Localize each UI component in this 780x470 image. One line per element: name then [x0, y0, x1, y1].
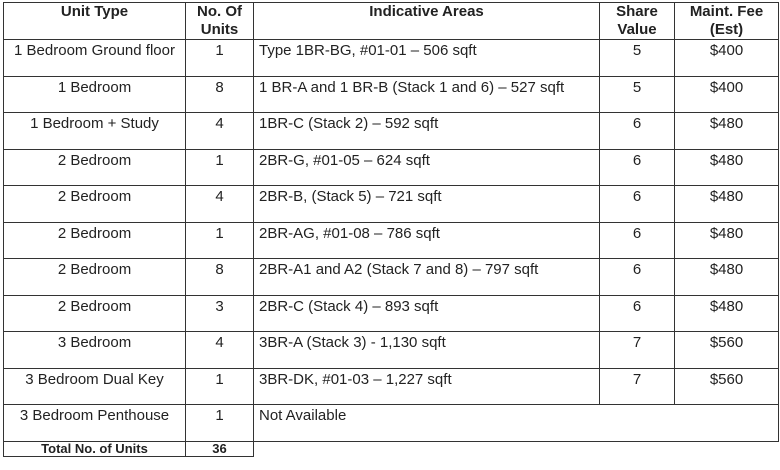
cell-share-value: 6	[600, 295, 675, 332]
table-row	[4, 405, 779, 442]
cell-unit-type: 2 Bedroom	[4, 149, 186, 186]
cell-unit-type: 1 Bedroom + Study	[4, 113, 186, 150]
cell-share-value: 5	[600, 40, 675, 77]
column-header-share-value	[600, 3, 675, 40]
cell-indicative-areas: 2BR-G, #01-05 – 624 sqft	[254, 149, 600, 186]
cell-indicative-areas: 1 BR-A and 1 BR-B (Stack 1 and 6) – 527 sqft	[254, 76, 600, 113]
cell-maint-fee: $400	[675, 40, 779, 77]
column-header-indicative-areas: Indicative Areas	[254, 3, 600, 40]
cell-indicative-areas: Type 1BR-BG, #01-01 – 506 sqft	[254, 40, 600, 77]
cell-indicative-areas: 1BR-C (Stack 2) – 592 sqft	[254, 113, 600, 150]
table-row	[4, 40, 779, 77]
total-row	[4, 441, 779, 456]
cell-share-value: 7	[600, 368, 675, 405]
cell-share-value: 6	[600, 222, 675, 259]
cell-no-of-units: 8	[186, 76, 254, 113]
cell-maint-fee: $480	[675, 259, 779, 296]
header-row	[4, 3, 779, 40]
cell-share-value: 6	[600, 149, 675, 186]
cell-share-value: 6	[600, 186, 675, 223]
units-table	[3, 2, 779, 457]
cell-no-of-units: 3	[186, 295, 254, 332]
cell-maint-fee: $480	[675, 222, 779, 259]
table-row	[4, 222, 779, 259]
table-row	[4, 186, 779, 223]
column-header-label: Share Value	[616, 3, 658, 38]
cell-unit-type: 2 Bedroom	[4, 222, 186, 259]
cell-unit-type: 3 Bedroom Penthouse	[4, 405, 186, 442]
table-row	[4, 113, 779, 150]
table-row	[4, 368, 779, 405]
table-row	[4, 332, 779, 369]
cell-indicative-areas: 3BR-A (Stack 3) - 1,130 sqft	[254, 332, 600, 369]
cell-maint-fee: $560	[675, 368, 779, 405]
cell-unit-type: 1 Bedroom	[4, 76, 186, 113]
cell-indicative-areas: 3BR-DK, #01-03 – 1,227 sqft	[254, 368, 600, 405]
cell-share-value: 5	[600, 76, 675, 113]
cell-indicative-areas: 2BR-C (Stack 4) – 893 sqft	[254, 295, 600, 332]
cell-unit-type: 1 Bedroom Ground floor	[4, 40, 186, 77]
cell-indicative-areas: 2BR-A1 and A2 (Stack 7 and 8) – 797 sqft	[254, 259, 600, 296]
cell-unit-type: 2 Bedroom	[4, 186, 186, 223]
cell-no-of-units: 1	[186, 222, 254, 259]
total-value: 36	[186, 441, 254, 456]
column-header-label: No. Of Units	[197, 3, 242, 38]
cell-maint-fee: $480	[675, 113, 779, 150]
column-header-maint-fee	[675, 3, 779, 40]
cell-no-of-units: 1	[186, 368, 254, 405]
cell-unit-type: 2 Bedroom	[4, 295, 186, 332]
table-row	[4, 295, 779, 332]
cell-no-of-units: 4	[186, 113, 254, 150]
cell-unit-type: 2 Bedroom	[4, 259, 186, 296]
cell-unit-type: 3 Bedroom Dual Key	[4, 368, 186, 405]
cell-indicative-areas: 2BR-B, (Stack 5) – 721 sqft	[254, 186, 600, 223]
cell-unit-type: 3 Bedroom	[4, 332, 186, 369]
cell-maint-fee: $480	[675, 149, 779, 186]
cell-maint-fee: $480	[675, 186, 779, 223]
column-header-unit-type: Unit Type	[4, 3, 186, 40]
cell-indicative-areas: Not Available	[254, 405, 779, 442]
cell-indicative-areas: 2BR-AG, #01-08 – 786 sqft	[254, 222, 600, 259]
table-row	[4, 259, 779, 296]
total-row-spacer	[254, 441, 779, 456]
cell-no-of-units: 1	[186, 149, 254, 186]
table-row	[4, 149, 779, 186]
cell-no-of-units: 4	[186, 186, 254, 223]
table-row	[4, 76, 779, 113]
cell-share-value: 6	[600, 113, 675, 150]
cell-no-of-units: 1	[186, 405, 254, 442]
column-header-no-of-units	[186, 3, 254, 40]
cell-share-value: 7	[600, 332, 675, 369]
cell-no-of-units: 8	[186, 259, 254, 296]
cell-maint-fee: $400	[675, 76, 779, 113]
cell-share-value: 6	[600, 259, 675, 296]
total-label: Total No. of Units	[4, 441, 186, 456]
column-header-label: Maint. Fee (Est)	[689, 3, 764, 38]
cell-no-of-units: 4	[186, 332, 254, 369]
cell-maint-fee: $560	[675, 332, 779, 369]
cell-maint-fee: $480	[675, 295, 779, 332]
cell-no-of-units: 1	[186, 40, 254, 77]
